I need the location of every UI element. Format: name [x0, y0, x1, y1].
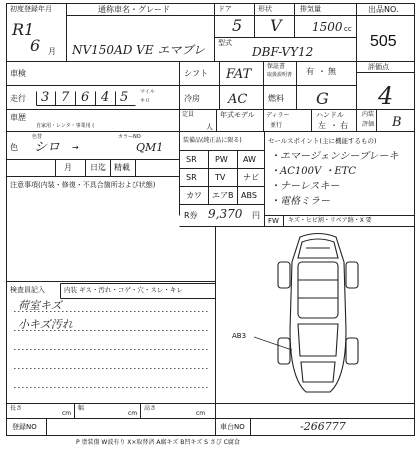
car-history-label: 車歴 [10, 113, 26, 122]
mileage-label: 走行 [10, 94, 26, 103]
sales-point-3: ・ナーレスキー [270, 181, 340, 192]
mileage-unit-km: キロ [140, 98, 151, 104]
legend-fw: FW [268, 217, 279, 225]
handle-label: ハンドル [316, 111, 344, 119]
fuel-label: 燃料 [268, 94, 284, 103]
capacity-label: 定員 [182, 111, 195, 118]
mileage-digit-5: 5 [120, 90, 129, 105]
recycle-month: 月 [64, 163, 72, 172]
equipment-navi: ナビ [243, 173, 259, 182]
interior-sub-label: 評価 [362, 121, 375, 128]
legend-damage-types: キズ・ヒビ割・リペア跡・X 要 [288, 217, 372, 224]
length-label: 長さ [10, 405, 23, 412]
inspector-options: 内装 ギス・汚れ・コゲ・穴・スレ・キレ [64, 286, 183, 294]
damage-annotation: AB3 [232, 332, 247, 340]
displacement-unit: cc [344, 25, 352, 33]
import-label: 並行 [270, 122, 283, 129]
chassis-value: -266777 [300, 420, 346, 433]
recycle-fee-value: 9,370 [208, 207, 243, 221]
recycle-fee-label: R券 [184, 211, 198, 220]
mileage-digit-2: 7 [61, 90, 70, 105]
equipment-sr: SR [186, 155, 197, 164]
rating-value: 4 [378, 82, 394, 110]
precise-label: 精載 [114, 163, 130, 172]
handle-right: 右 [340, 121, 348, 130]
mileage-unit-mile: マイル [140, 89, 155, 95]
mileage-digit-3: 6 [81, 90, 90, 105]
color-no-value: QM1 [136, 141, 164, 154]
car-name-value: NV150AD VE エマブレ [72, 43, 205, 57]
door-value: 5 [232, 16, 243, 35]
equipment-pw: PW [215, 155, 228, 164]
mileage-digit-4: 4 [101, 90, 110, 105]
reg-no-label: 登録NO [12, 423, 37, 431]
manual-label: 取扱説明書 [267, 72, 293, 78]
fuel-value: G [316, 89, 329, 108]
shape-label: 形状 [258, 5, 272, 13]
reg-year: R1 [12, 20, 35, 39]
mileage-digit-1: 3 [41, 90, 50, 105]
length-unit: cm [62, 410, 72, 417]
shape-value: V [270, 16, 282, 35]
model-year-label: 年式モデル [220, 111, 255, 119]
width-label: 幅 [78, 405, 85, 412]
height-label: 高さ [144, 405, 157, 412]
warranty-label: 保証書 [267, 63, 286, 70]
color-label: 色 [10, 143, 18, 152]
inspector-note-2: 小キズ汚れ [18, 318, 73, 331]
handle-left: 左 [318, 121, 326, 130]
shift-label: シフト [184, 69, 208, 78]
sales-point-1: ・エマージェンシーブレーキ [270, 151, 399, 162]
ac-value: AC [228, 92, 248, 107]
listing-no-value: 505 [370, 33, 397, 50]
vehicle-diagram [254, 234, 358, 393]
color-original-label: 色替 [32, 134, 43, 140]
shift-value: FAT [226, 67, 252, 82]
color-no-label: カラーNO [118, 134, 141, 140]
interior-label: 内装 [362, 111, 375, 118]
sales-point-2: ・AC100V ・ETC [270, 166, 356, 177]
chassis-label: 車台NO [220, 423, 245, 431]
color-arrow: → [72, 143, 79, 152]
displacement-value: 1500 [312, 20, 343, 34]
inspector-note-1: 荷室キズ [18, 299, 62, 312]
reg-month: 6 [30, 36, 41, 55]
notes-label: 注意事項(内装・修復・不具合箇所および状態) [10, 181, 156, 189]
recycle-fee-unit: 円 [252, 211, 260, 220]
inspector-label: 検査員記入 [10, 286, 45, 294]
equipment-label: 装備品(純正品に限る) [183, 137, 242, 144]
inspection-label: 車検 [10, 69, 26, 78]
interior-value: B [392, 115, 402, 130]
car-name-label: 通称車名・グレード [98, 5, 170, 14]
reg-date-label: 初度登録年月 [10, 5, 52, 13]
car-history-options: 自家用・レンタ・事業用 ( [36, 123, 95, 129]
reg-month-unit: 月 [48, 47, 56, 56]
equipment-tv: TV [215, 173, 226, 182]
width-unit: cm [128, 410, 138, 417]
equipment-aw: AW [243, 155, 256, 164]
dealer-label: ディラー [266, 112, 290, 119]
height-unit: cm [196, 410, 206, 417]
equipment-abs: ABS [241, 191, 257, 200]
sales-point-4: ・電格ミラー [270, 196, 330, 207]
color-value: シロ [34, 140, 61, 155]
equipment-leather: カワ [186, 191, 202, 200]
sales-point-label: セールスポイント(主に機能するもの) [268, 137, 377, 145]
displacement-label: 排気量 [300, 5, 321, 13]
door-label: ドア [218, 5, 232, 13]
equipment-sr-2: SR [186, 173, 197, 182]
model-label: 型式 [218, 39, 232, 47]
ac-label: 冷房 [184, 94, 200, 103]
rating-label: 評価点 [368, 63, 389, 71]
equipment-airbag: エアB [212, 191, 234, 200]
recycle-day: 日迄 [90, 163, 106, 172]
warranty-yes: 有 [306, 67, 314, 76]
model-value: DBF-VY12 [252, 45, 314, 59]
warranty-no: 無 [328, 67, 336, 76]
damage-code-legend: P 塗装傷 W波有り X×取替済 A腐キズ B凹キズ S さび C腐食 [76, 439, 240, 446]
listing-no-label: 出品NO. [368, 5, 399, 14]
capacity-unit: 人 [206, 123, 213, 131]
